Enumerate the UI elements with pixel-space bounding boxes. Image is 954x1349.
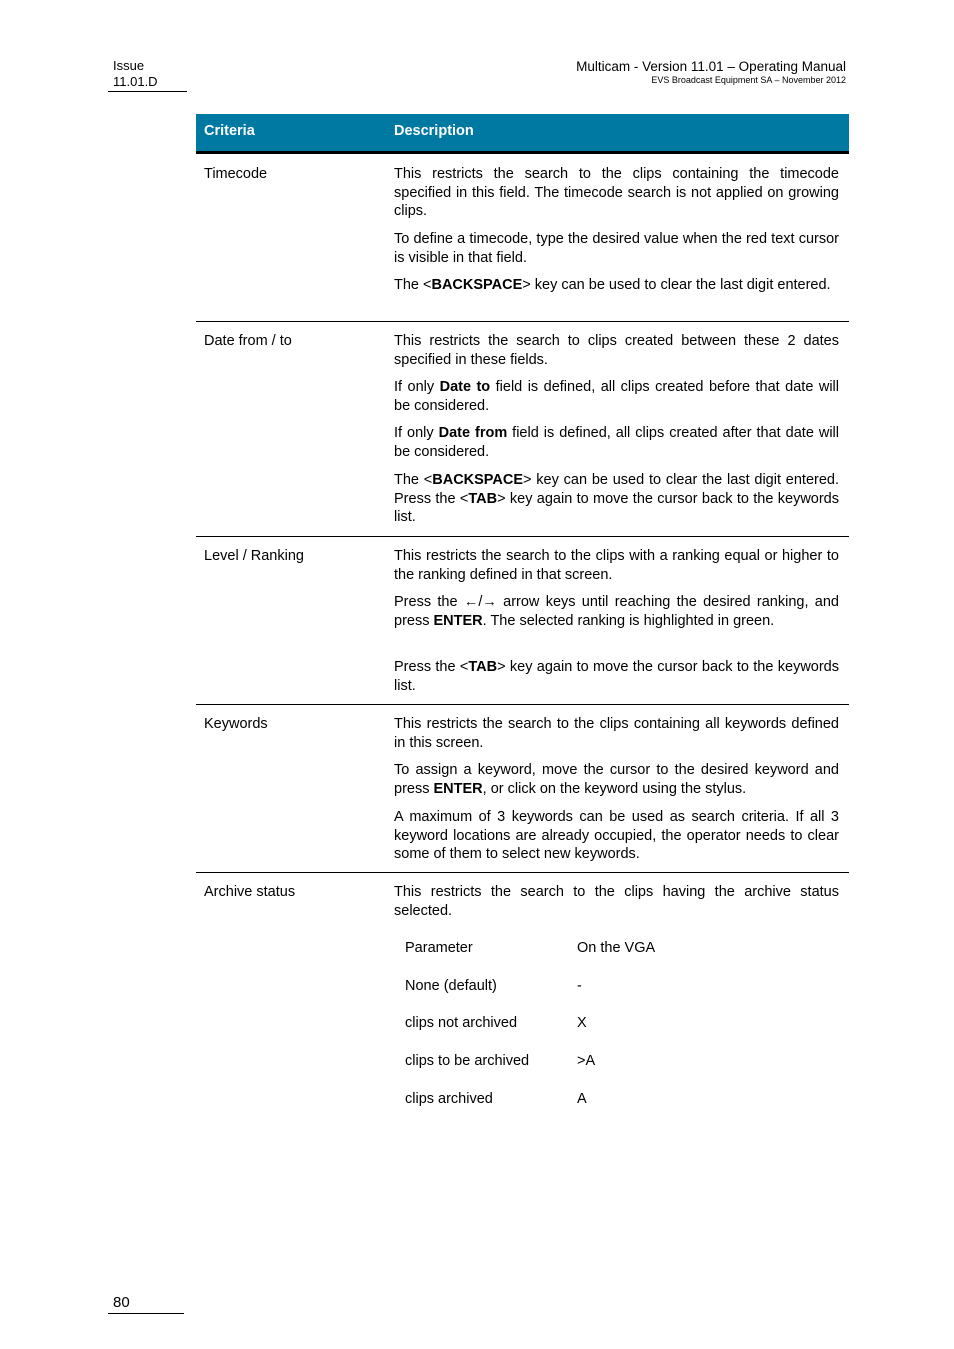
table-row-ranking [196, 537, 849, 705]
description-paragraph: This restricts the search to the clips with a ranking equal or higher to the ranking defined in that screen. [394, 548, 839, 583]
description-paragraph: If only Date from field is defined, all clips created after that date will be considered. [394, 425, 839, 460]
subtable-cell: clips to be archived [405, 1053, 530, 1069]
subtable-cell: clips archived [405, 1091, 493, 1107]
criteria-cell: Timecode [204, 166, 268, 182]
table-row-date [196, 322, 849, 537]
subtable-header-parameter: Parameter [405, 940, 473, 956]
description-paragraph: This restricts the search to the clips containing all keywords defined in this screen. [394, 716, 839, 751]
header-left-rule [108, 91, 187, 92]
criteria-cell: Date from / to [204, 333, 292, 349]
description-paragraph: Press the <TAB> key again to move the cursor back to the keywords list. [394, 659, 839, 694]
criteria-table [196, 114, 849, 1113]
issue-block [113, 58, 158, 90]
description-paragraph: The <BACKSPACE> key can be used to clear the last digit entered. Press the <TAB> key again to move the cursor back to the keywords list. [394, 472, 839, 525]
description-paragraph: To define a timecode, type the desired value when the red text cursor is visible in that field. [394, 231, 839, 266]
footer-rule [108, 1313, 184, 1314]
manual-title: Multicam - Version 11.01 – Operating Manual [576, 59, 846, 74]
description-paragraph: A maximum of 3 keywords can be used as search criteria. If all 3 keyword locations are already occupied, the operator needs to clear some of them to select new keywords. [394, 809, 839, 862]
subtable-cell: X [577, 1015, 587, 1031]
table-header [196, 114, 849, 154]
description-paragraph: To assign a keyword, move the cursor to the desired keyword and press ENTER, or click on the keyword using the stylus. [394, 762, 839, 797]
criteria-cell: Keywords [204, 716, 268, 732]
table-row-keywords [196, 705, 849, 873]
page-number: 80 [113, 1294, 130, 1311]
table-row-archive [196, 873, 849, 1113]
description-paragraph: This restricts the search to clips created between these 2 dates specified in these fields. [394, 333, 839, 368]
criteria-cell: Level / Ranking [204, 548, 304, 564]
column-header-description: Description [394, 123, 474, 139]
description-paragraph: This restricts the search to the clips having the archive status selected. [394, 884, 839, 919]
subtable-cell: clips not archived [405, 1015, 518, 1031]
subtable-header-vga: On the VGA [577, 940, 656, 956]
criteria-cell: Archive status [204, 884, 296, 900]
subtable-cell: A [577, 1091, 587, 1107]
company-line: EVS Broadcast Equipment SA – November 2012 [651, 75, 846, 85]
subtable-cell: - [577, 978, 582, 994]
issue-label: Issue [113, 58, 145, 73]
description-paragraph: If only Date to field is defined, all clips created before that date will be considered. [394, 379, 839, 414]
issue-number: 11.01.D [113, 74, 158, 89]
table-row-timecode [196, 154, 849, 322]
description-paragraph: Press the ←/→ arrow keys until reaching the desired ranking, and press ENTER. The selected ranking is highlighted in green. [394, 594, 839, 629]
subtable-cell: >A [577, 1053, 596, 1069]
subtable-cell: None (default) [405, 978, 497, 994]
column-header-criteria: Criteria [204, 123, 255, 139]
manual-header [576, 58, 846, 86]
description-paragraph: This restricts the search to the clips containing the timecode specified in this field. The timecode search is not applied on growing clips. [394, 166, 839, 219]
description-paragraph: The <BACKSPACE> key can be used to clear the last digit entered. [394, 277, 831, 293]
